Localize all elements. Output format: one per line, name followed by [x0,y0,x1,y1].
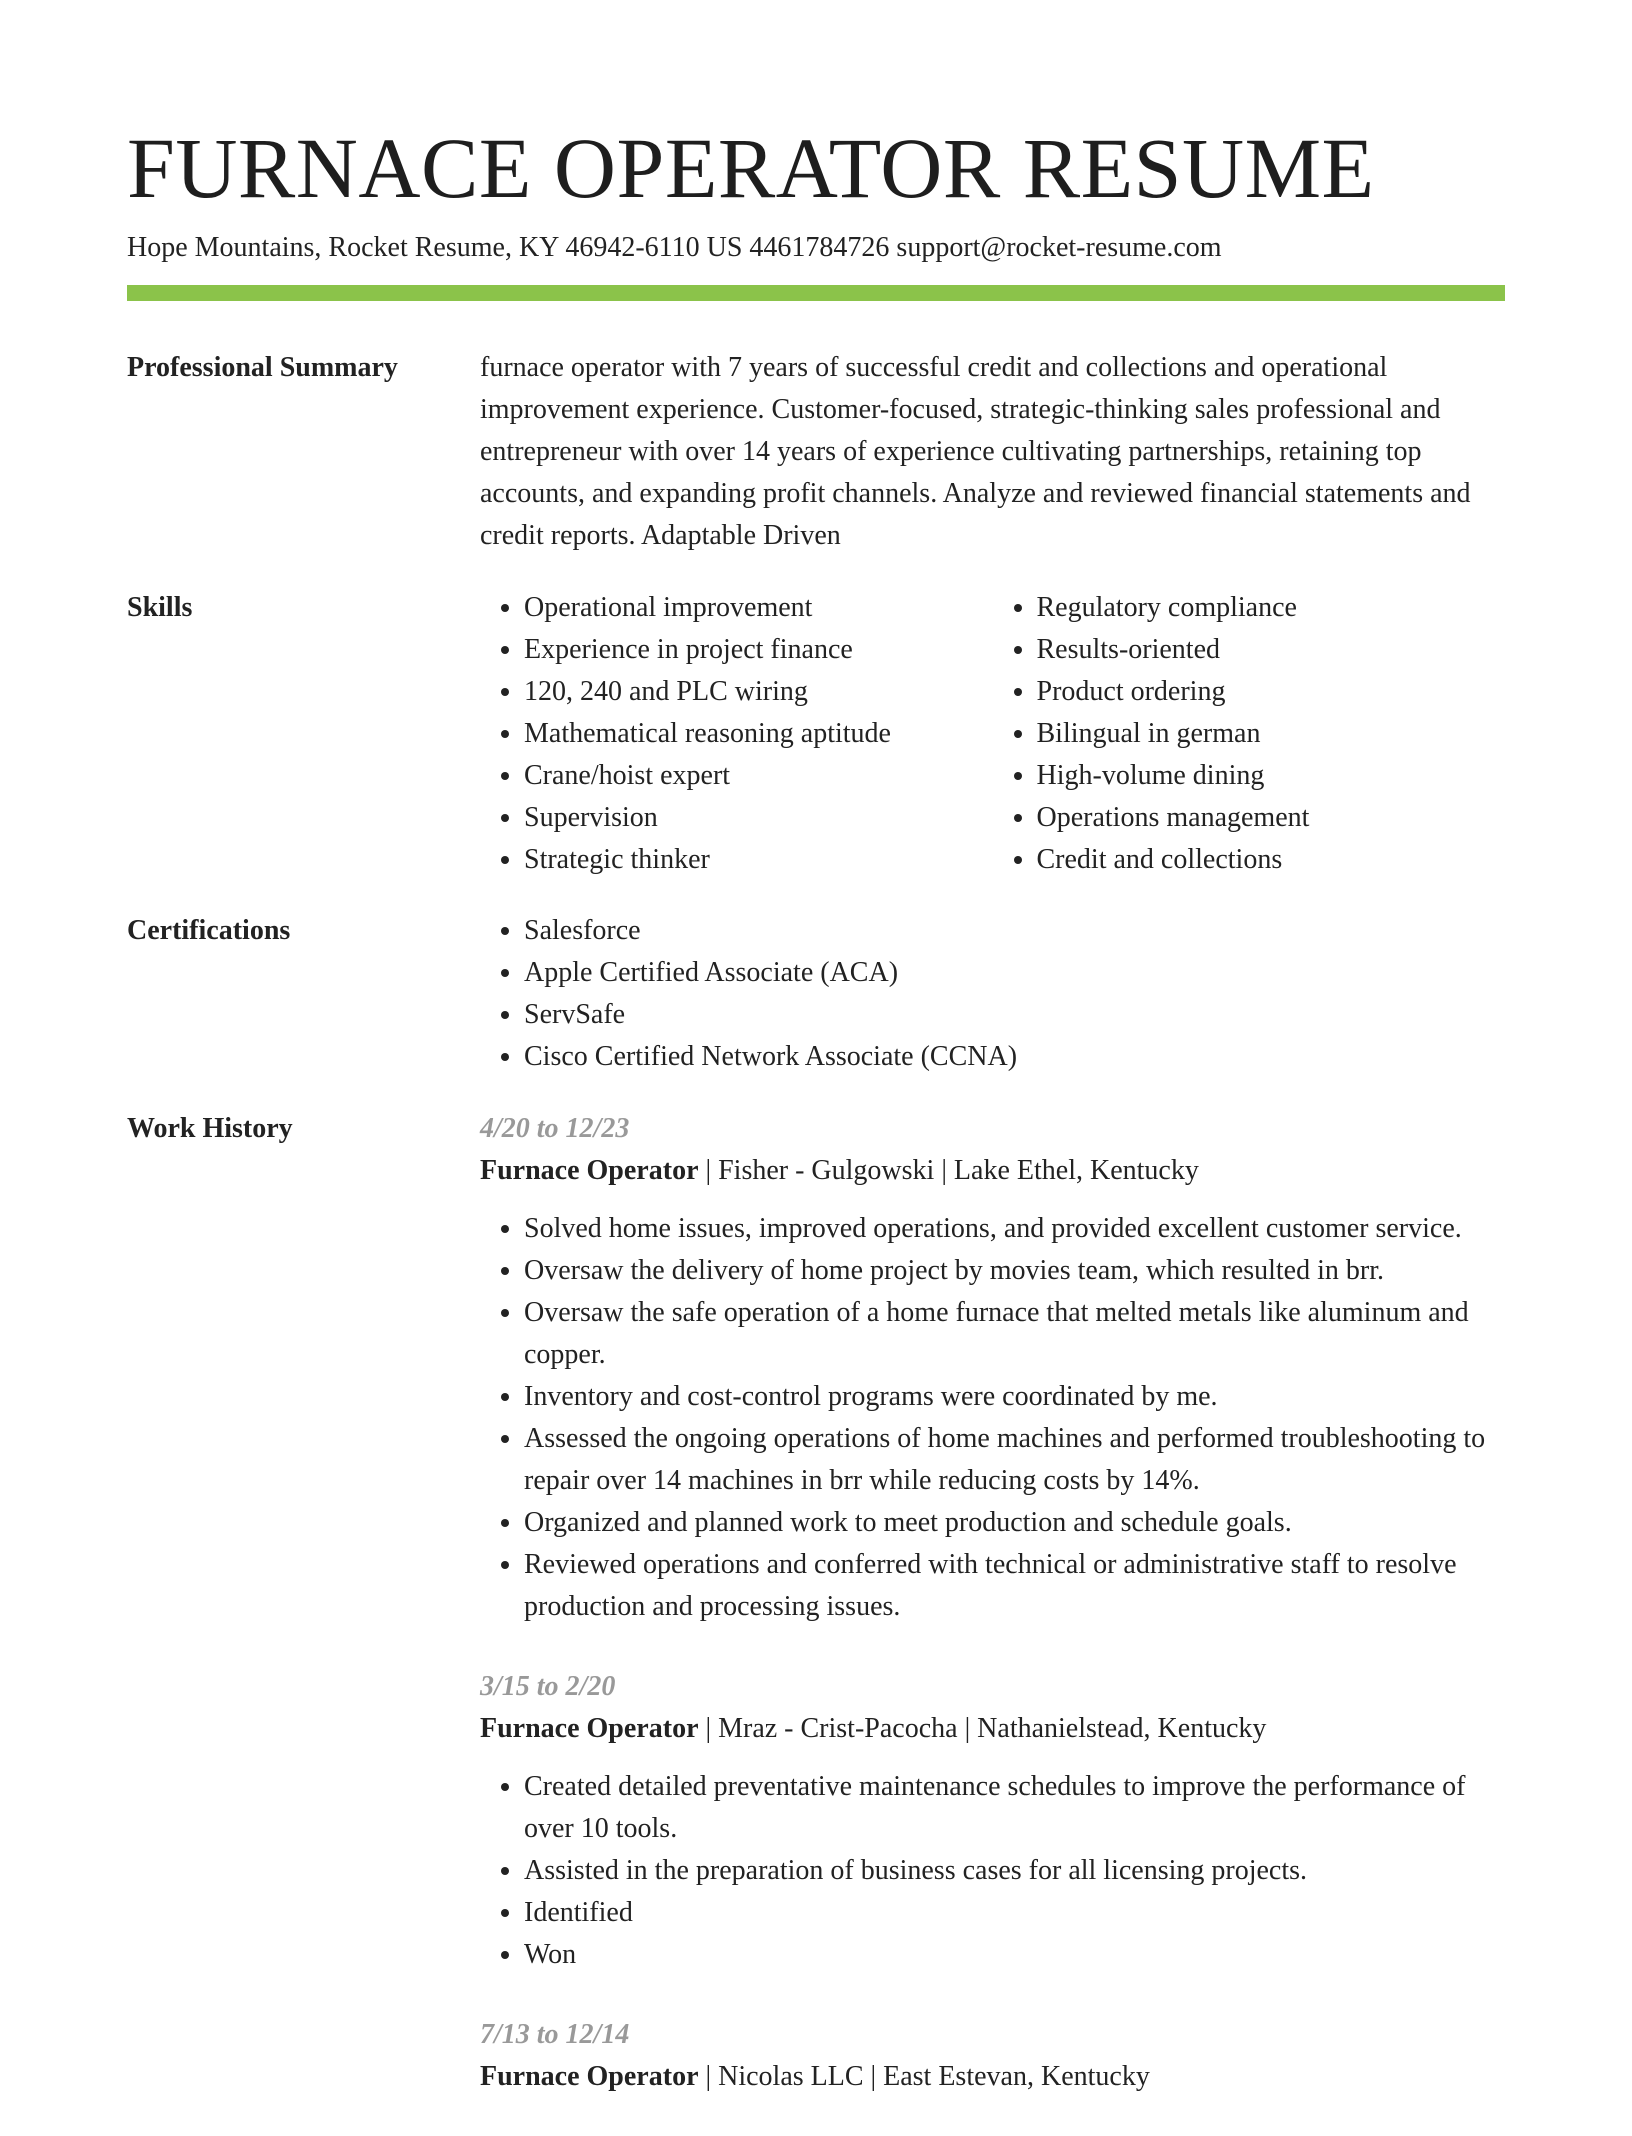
job-bullet: • Created detailed preventative maintenance schedules to improve the performance of over 10 tools. [524,1766,1505,1850]
job-title: Furnace Operator [480,1155,699,1186]
section-label-certifications: Certifications [127,915,291,946]
job-entry [480,2014,1505,2098]
job-dates: 4/20 to 12/23 [480,1113,630,1144]
contact-line: Hope Mountains, Rocket Resume, KY 46942-6110 US 4461784726 support@rocket-resume.com [127,232,1222,263]
skill-item: • Strategic thinker [524,839,993,881]
job-entry [480,1666,1505,1976]
job-bullet: • Assisted in the preparation of business cases for all licensing projects. [524,1850,1505,1892]
skill-item: • Results-oriented [1037,629,1506,671]
job-bullet: • Reviewed operations and conferred with technical or administrative staff to resolve production and processing issues. [524,1544,1505,1628]
work-history-body [480,1108,1505,2136]
job-employer-location: | Nicolas LLC | East Estevan, Kentucky [698,2061,1150,2092]
certification-item: • ServSafe [524,994,1505,1036]
section-label-skills: Skills [127,592,193,623]
job-employer-location: | Fisher - Gulgowski | Lake Ethel, Kentucky [698,1155,1199,1186]
job-dates: 7/13 to 12/14 [480,2019,630,2050]
skill-item: • Operational improvement [524,587,993,629]
skill-item: • High-volume dining [1037,755,1506,797]
job-heading [480,2056,1505,2098]
section-label-summary: Professional Summary [127,352,398,383]
skills-list-left [480,587,993,881]
job-title: Furnace Operator [480,2061,699,2092]
skill-item: • 120, 240 and PLC wiring [524,671,993,713]
job-bullet: • Identified [524,1892,1505,1934]
certification-item: • Salesforce [524,910,1505,952]
job-bullet: • Inventory and cost-control programs were coordinated by me. [524,1376,1505,1418]
skills-body [480,587,1505,881]
skill-item: • Regulatory compliance [1037,587,1506,629]
summary-text: furnace operator with 7 years of successful credit and collections and operational improvement experience. Customer-focused, strategic-thinking sales professional and entrepreneur with over 14 years of experience cultivating partnerships, retaining top accounts, and expanding profit channels. Analyze and reviewed financial statements and credit reports. Adaptable Driven [480,352,1471,551]
job-bullet: • Organized and planned work to meet production and schedule goals. [524,1502,1505,1544]
certifications-body [480,910,1505,1078]
accent-divider [127,285,1505,301]
skill-item: • Product ordering [1037,671,1506,713]
job-bullet-list [480,1766,1505,1976]
skill-item: • Mathematical reasoning aptitude [524,713,993,755]
certification-item: • Cisco Certified Network Associate (CCNA) [524,1036,1505,1078]
job-dates: 3/15 to 2/20 [480,1671,616,1702]
skill-item: • Experience in project finance [524,629,993,671]
job-bullet: • Won [524,1934,1505,1976]
job-bullet: • Oversaw the safe operation of a home furnace that melted metals like aluminum and copper. [524,1292,1505,1376]
skill-item: • Supervision [524,797,993,839]
skills-list-right [993,587,1506,881]
page-title: FURNACE OPERATOR RESUME [127,120,1375,216]
section-label-work-history: Work History [127,1113,293,1144]
certification-item: • Apple Certified Associate (ACA) [524,952,1505,994]
job-bullet: • Assessed the ongoing operations of home machines and performed troubleshooting to repair over 14 machines in brr while reducing costs by 14%. [524,1418,1505,1502]
skill-item: • Credit and collections [1037,839,1506,881]
skill-item: • Crane/hoist expert [524,755,993,797]
job-entry [480,1108,1505,1628]
job-bullet-list [480,1208,1505,1628]
job-bullet: • Solved home issues, improved operations, and provided excellent customer service. [524,1208,1505,1250]
skills-columns [480,587,1505,881]
skill-item: • Bilingual in german [1037,713,1506,755]
certifications-list [480,910,1505,1078]
job-heading [480,1150,1505,1192]
job-employer-location: | Mraz - Crist-Pacocha | Nathanielstead, Kentucky [698,1713,1267,1744]
skill-item: • Operations management [1037,797,1506,839]
job-title: Furnace Operator [480,1713,699,1744]
job-bullet: • Oversaw the delivery of home project by movies team, which resulted in brr. [524,1250,1505,1292]
job-heading [480,1708,1505,1750]
